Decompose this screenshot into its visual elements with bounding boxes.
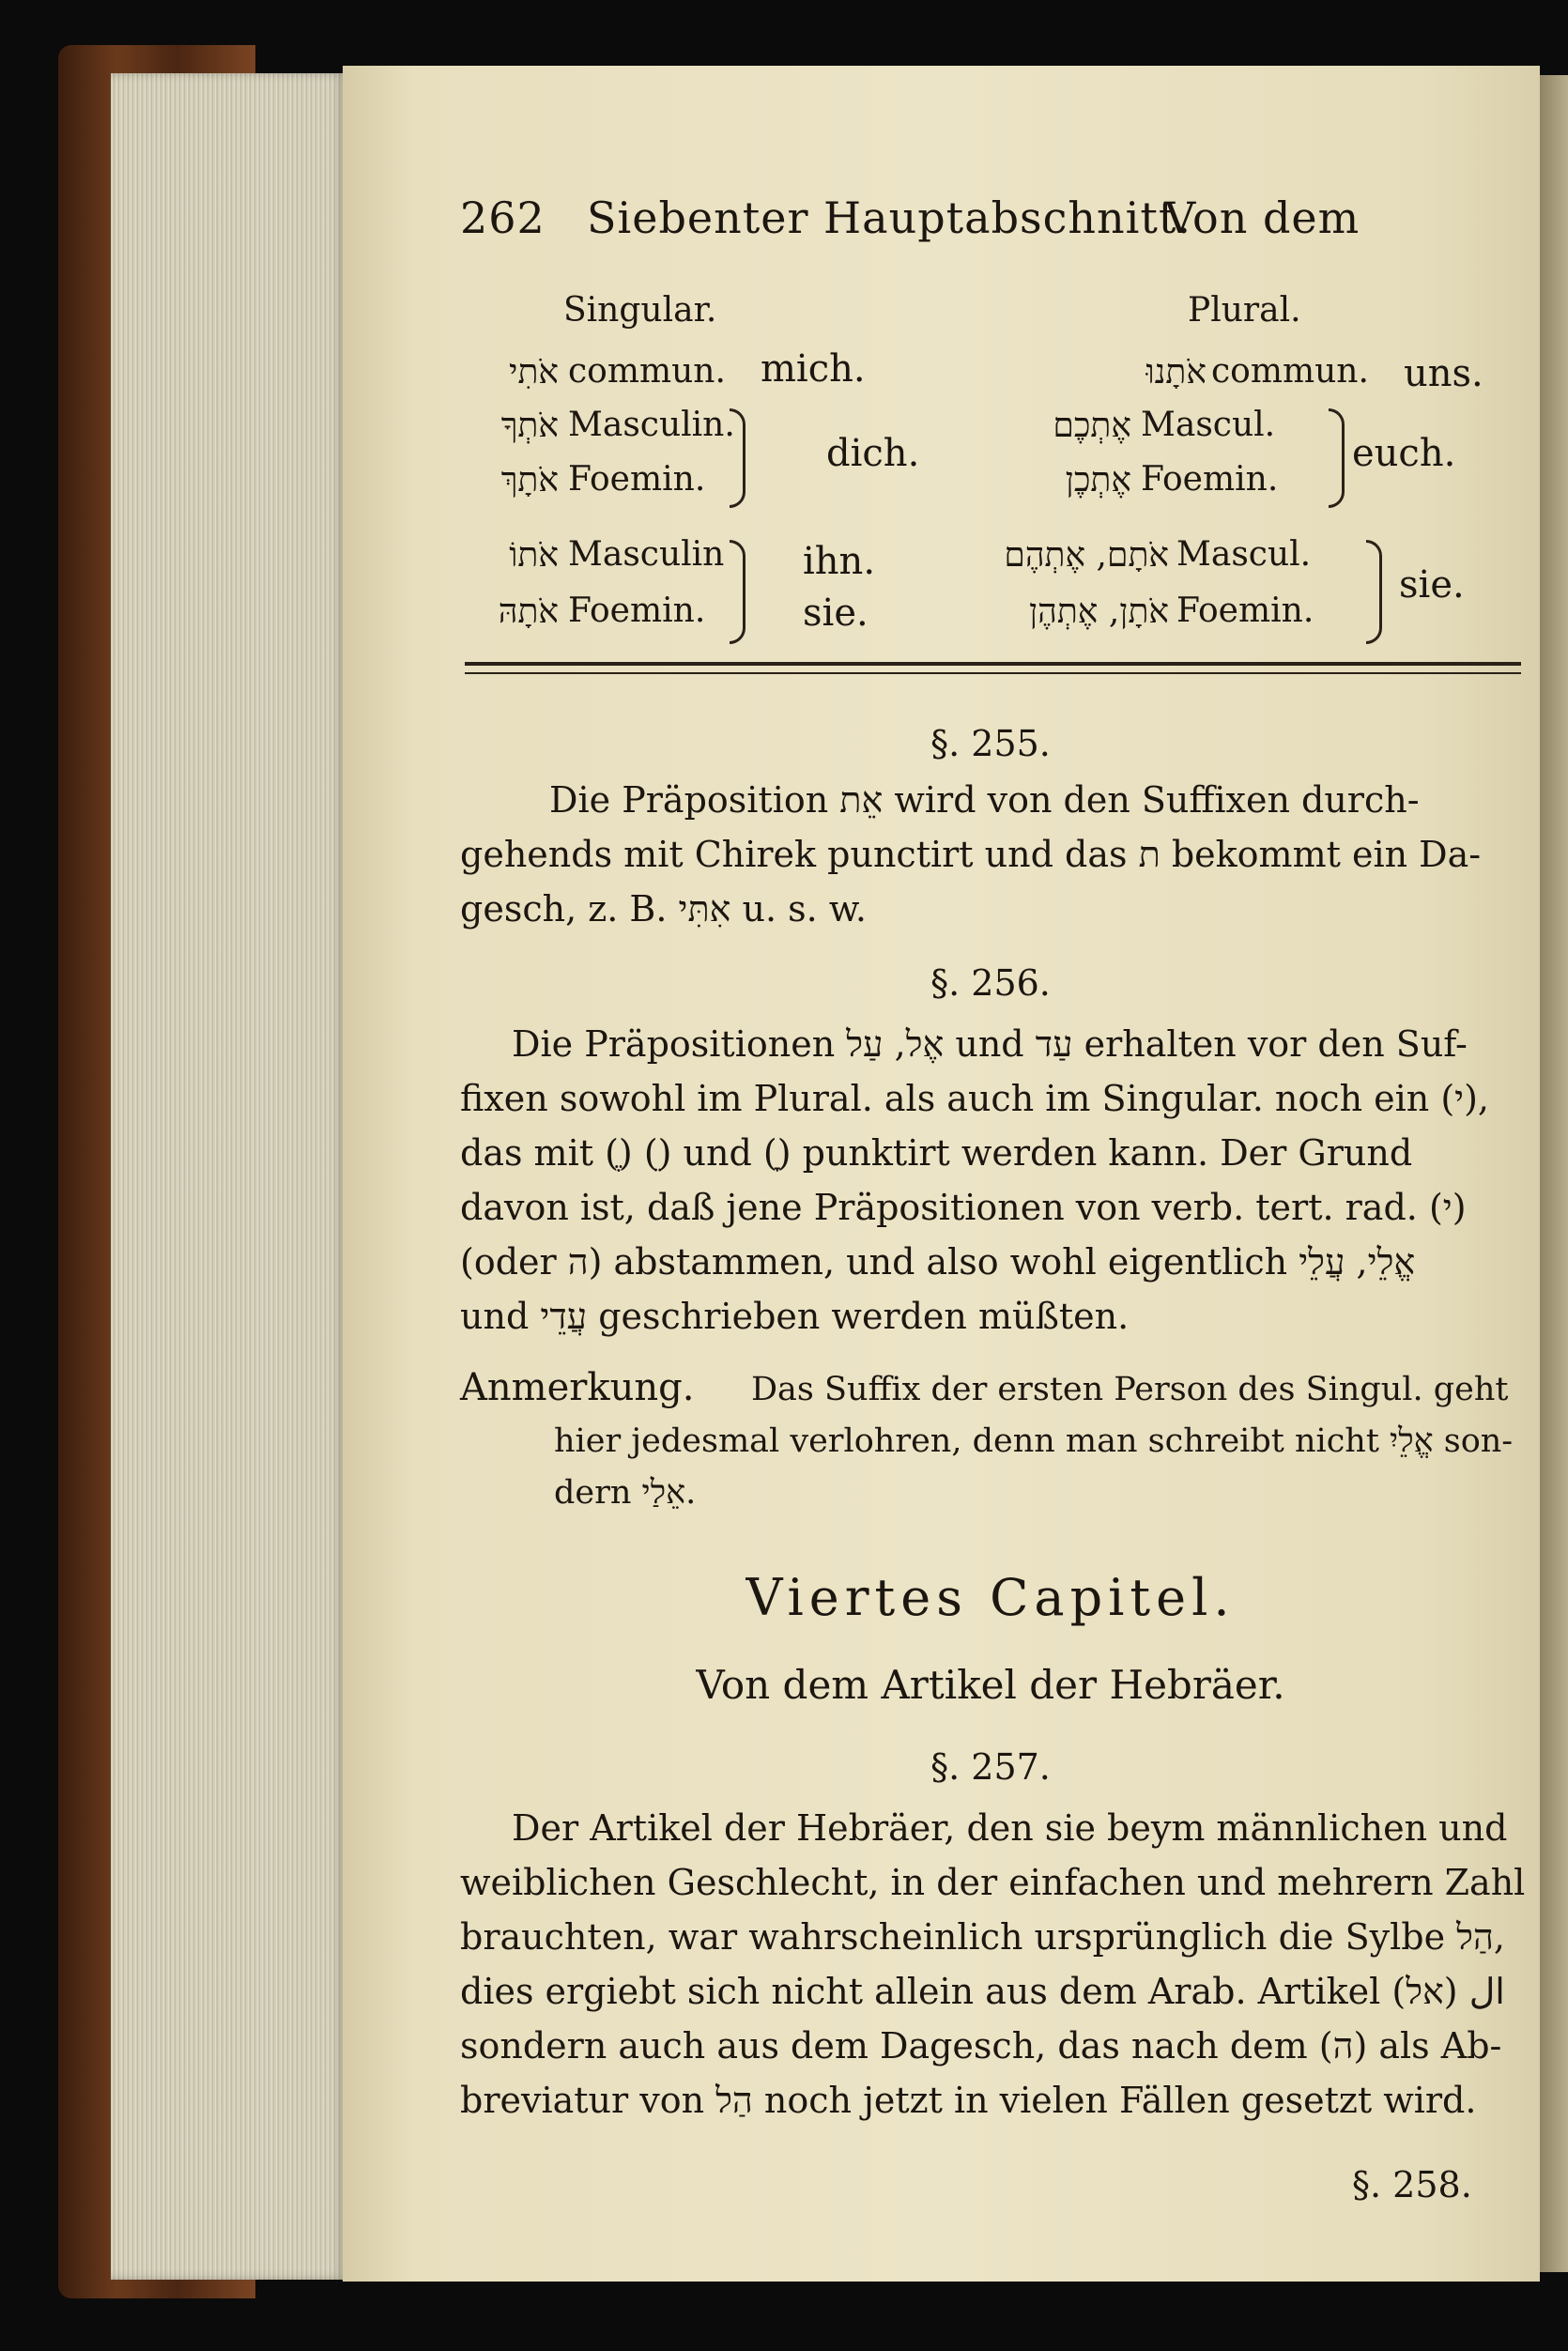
plural-hebrew-2: אֶתְכֶם — [1053, 407, 1131, 445]
paragraph-line: das mit (ֶ) (ֵ) und (ָ) punktirt werden kann. Der Grund — [460, 1132, 1413, 1174]
singular-gender-1: commun. — [568, 352, 726, 391]
paragraph-line: Der Artikel der Hebräer, den sie beym männlichen und — [512, 1807, 1508, 1849]
paragraph-line: breviatur von הַל noch jetzt in vielen Fällen gesetzt wird. — [460, 2080, 1477, 2121]
paragraph-line: sondern auch aus dem Dagesch, das nach dem (ה) als Ab- — [460, 2025, 1502, 2067]
plural-hebrew-3: אֶתְכֶן — [1065, 461, 1131, 499]
paragraph-line: Die Präposition אֵת wird von den Suffixen durch- — [549, 779, 1420, 821]
chapter-subtitle: Von dem Artikel der Hebräer. — [696, 1662, 1285, 1708]
plural-gender-3: Foemin. — [1141, 460, 1279, 499]
running-title: Siebenter Hauptabschnitt. — [587, 192, 1191, 243]
section-heading-255: §. 255. — [930, 723, 1051, 764]
note-line: hier jedesmal verlohren, denn man schreibt nicht אֱלֵיִ son- — [554, 1422, 1514, 1460]
paragraph-line: dies ergiebt sich nicht allein aus dem Arab. Artikel ال (אל) — [460, 1971, 1505, 2012]
singular-hebrew-4: אֹתוֹ — [509, 536, 559, 575]
paragraph-line: und עֲדֵי geschrieben werden müßten. — [460, 1296, 1130, 1337]
note-label: Anmerkung. — [460, 1366, 695, 1409]
chapter-title: Viertes Capitel. — [746, 1568, 1236, 1627]
singular-meaning-1: mich. — [761, 347, 866, 391]
plural-hebrew-4: אֹתָם, אֶתְהֶם — [1004, 536, 1169, 575]
paragraph-line: gehends mit Chirek punctirt und das ת bekommt ein Da- — [460, 834, 1482, 875]
paragraph-line: davon ist, daß jene Präpositionen von verb. tert. rad. (י) — [460, 1187, 1467, 1228]
singular-meaning-ihn: ihn. — [803, 540, 876, 583]
plural-gender-1: commun. — [1211, 352, 1369, 391]
brace — [1329, 408, 1345, 508]
facing-page-edge — [1540, 75, 1568, 2272]
singular-hebrew-2: אֹתְךָ — [500, 407, 559, 445]
plural-hebrew-1: אֹתָנוּ — [1145, 353, 1207, 392]
book-page — [343, 66, 1540, 2282]
paragraph-line: Die Präpositionen אֶל, עַל und עַד erhalten vor den Suf- — [512, 1023, 1468, 1065]
brace — [730, 540, 746, 644]
singular-hebrew-5: אֹתָהּ — [498, 592, 559, 631]
page-number: 262 — [460, 192, 546, 243]
paragraph-line: gesch, z. B. אִתִּי u. s. w. — [460, 888, 867, 930]
section-heading-257: §. 257. — [930, 1746, 1051, 1788]
singular-meaning-sie: sie. — [803, 592, 869, 635]
plural-label: Plural. — [1188, 291, 1301, 330]
singular-hebrew-1: אֹתִי — [509, 353, 559, 392]
note-line: Das Suffix der ersten Person des Singul. geht — [751, 1371, 1509, 1408]
singular-meaning-dich: dich. — [826, 432, 920, 475]
running-title-continued: Von dem — [1164, 192, 1360, 243]
plural-gender-2: Mascul. — [1141, 406, 1276, 444]
paragraph-line: weiblichen Geschlecht, in der einfachen und mehrern Zahl — [460, 1862, 1526, 1903]
plural-meaning-euch: euch. — [1352, 432, 1456, 475]
plural-hebrew-5: אֹתָן, אֶתְהֶן — [1028, 592, 1169, 631]
brace — [730, 408, 746, 508]
singular-hebrew-3: אֹתָךְ — [500, 461, 559, 499]
singular-gender-2: Masculin. — [568, 406, 735, 444]
paragraph-line: brauchten, war wahrscheinlich ursprünglich die Sylbe הַל, — [460, 1916, 1505, 1958]
note-line: dern אֵלַי. — [554, 1474, 697, 1512]
plural-gender-4: Mascul. — [1176, 535, 1312, 574]
plural-meaning-sie: sie. — [1399, 563, 1465, 607]
paragraph-line: fixen sowohl im Plural. als auch im Singular. noch ein (י), — [460, 1078, 1490, 1119]
catchword: §. 258. — [1352, 2164, 1472, 2205]
brace — [1366, 540, 1382, 644]
table-rule-thin — [465, 672, 1521, 674]
singular-gender-3: Foemin. — [568, 460, 706, 499]
singular-gender-4: Masculin — [568, 535, 725, 574]
table-rule — [465, 662, 1521, 666]
singular-label: Singular. — [563, 291, 717, 330]
plural-meaning-1: uns. — [1404, 352, 1483, 395]
section-heading-256: §. 256. — [930, 962, 1051, 1004]
plural-gender-5: Foemin. — [1176, 592, 1314, 630]
paragraph-line: (oder ה) abstammen, und also wohl eigentlich אֱלֵי, עֲלֵי — [460, 1241, 1416, 1283]
singular-gender-5: Foemin. — [568, 592, 706, 630]
page-edges — [111, 73, 346, 2280]
